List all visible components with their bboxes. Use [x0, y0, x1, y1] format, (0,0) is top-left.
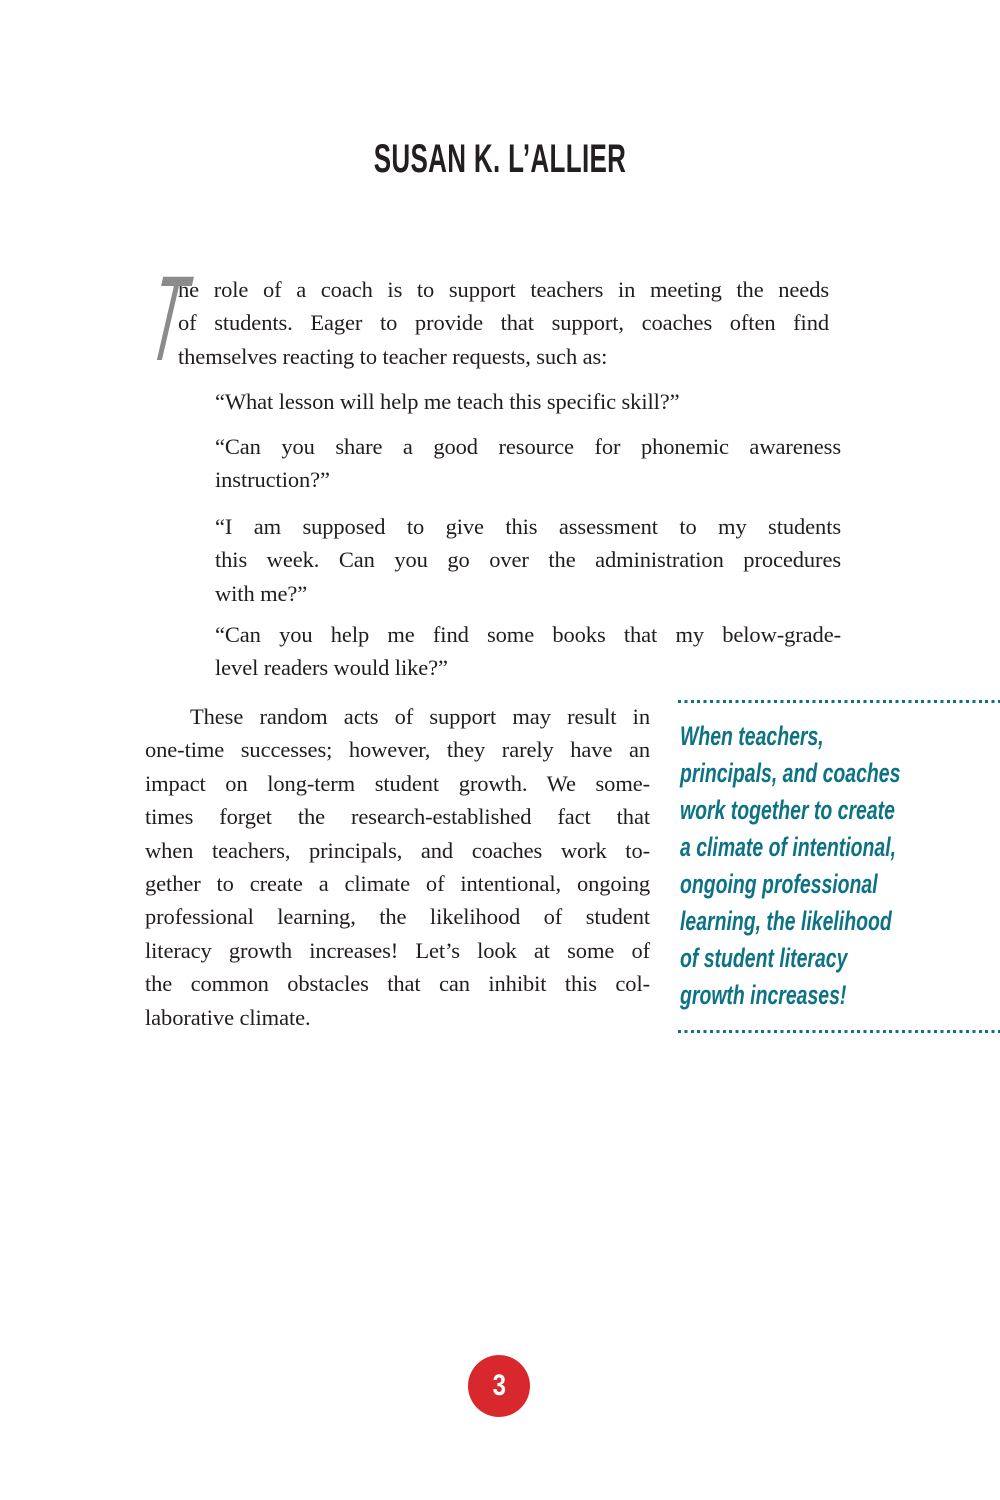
text-line: growth increases!	[680, 980, 847, 1010]
dotted-rule-top	[678, 700, 1000, 703]
text-line: When teachers,	[680, 721, 824, 751]
text-line: work together to create	[680, 795, 895, 825]
text-line: “Can you help me find some books that my below-grade-	[215, 622, 841, 647]
intro-lines	[178, 273, 829, 373]
text-line: laborative climate.	[145, 1004, 311, 1030]
text-line: with me?”	[215, 580, 308, 606]
text-line: ongoing professional	[680, 869, 878, 899]
text-line: of students. Eager to provide that support, coaches often find	[178, 310, 829, 336]
text-line: one-time successes; however, they rarely have an	[145, 737, 650, 763]
pull-quote-lines	[680, 718, 997, 1014]
text-line: instruction?”	[215, 467, 330, 493]
text-line: he role of a coach is to support teachers in meeting the needs	[178, 277, 829, 302]
teacher-request-quote-4	[215, 618, 841, 685]
teacher-request-quote-3	[215, 510, 841, 610]
text-line: “Can you share a good resource for phonemic awareness	[215, 434, 841, 459]
text-line: a climate of intentional,	[680, 832, 897, 862]
dotted-rule-bottom	[678, 1030, 1000, 1033]
text-line: gether to create a climate of intentional, ongoing	[145, 871, 650, 897]
text-line: this week. Can you go over the administration procedures	[215, 547, 841, 573]
text-line: These random acts of support may result in	[190, 704, 650, 729]
text-line: when teachers, principals, and coaches work to-	[145, 837, 650, 863]
text-line: the common obstacles that can inhibit this col-	[145, 971, 650, 997]
text-line: impact on long-term student growth. We some-	[145, 770, 650, 796]
text-line: themselves reacting to teacher requests, such as:	[178, 343, 608, 369]
text-line: learning, the likelihood	[680, 906, 892, 936]
text-line: of student literacy	[680, 943, 848, 973]
drop-cap-letter: T	[136, 250, 202, 386]
text-line: “I am supposed to give this assessment to my students	[215, 514, 841, 539]
teacher-request-quote-1	[215, 385, 841, 418]
pull-quote	[678, 700, 1000, 1033]
body-paragraph	[145, 700, 650, 1034]
intro-paragraph	[136, 250, 829, 386]
author-heading: SUSAN K. L’ALLIER	[373, 137, 627, 181]
text-line: professional learning, the likelihood of student	[145, 904, 650, 930]
text-line: “What lesson will help me teach this specific skill?”	[215, 389, 680, 414]
teacher-request-quote-2	[215, 430, 841, 497]
text-line: level readers would like?”	[215, 655, 448, 681]
text-line: literacy growth increases! Let’s look at some of	[145, 937, 650, 963]
text-line: times forget the research-established fact that	[145, 804, 650, 830]
page-number-badge	[468, 1355, 530, 1417]
page-number: 3	[492, 1369, 506, 1402]
text-line: principals, and coaches	[680, 758, 901, 788]
